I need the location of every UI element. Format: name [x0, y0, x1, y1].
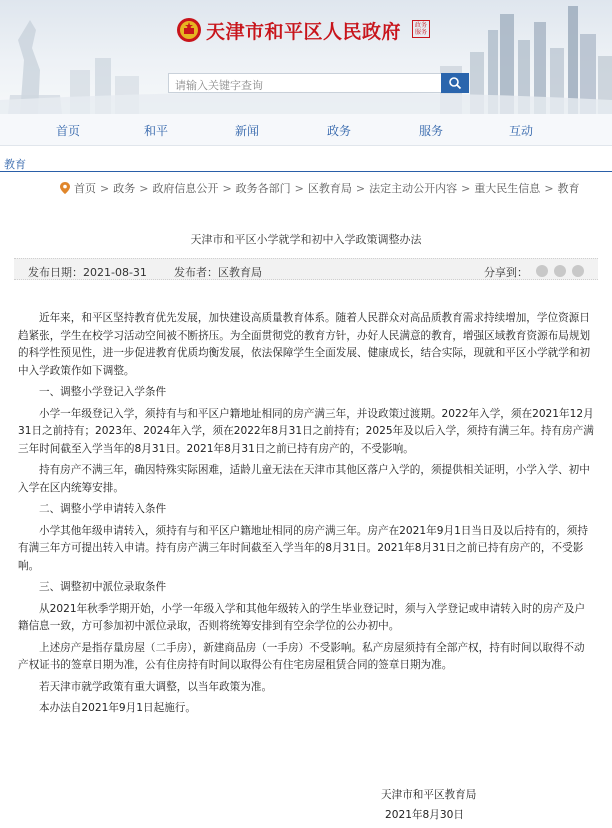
breadcrumb-statutory-content[interactable]: 法定主动公开内容: [369, 182, 458, 195]
nav-item-government[interactable]: 政务: [327, 124, 352, 138]
share-weixin-icon[interactable]: [536, 265, 548, 277]
search-icon: [448, 76, 462, 90]
nav-item-interaction[interactable]: 互动: [509, 124, 534, 138]
breadcrumb: [60, 180, 580, 196]
breadcrumb-home[interactable]: 首页: [74, 182, 96, 195]
breadcrumb-separator: >: [139, 181, 149, 195]
article-paragraph: 若天津市就学政策有重大调整，以当年政策为准。: [39, 680, 273, 693]
article-meta-bar: [14, 258, 598, 280]
section-label[interactable]: 教育: [4, 158, 26, 171]
article-paragraph: 持有房产不满三年，确因特殊实际困难，适龄儿童无法在天津市其他区落户入学的，须提供相关证明，小学入学、初中入学在区内统筹安排。: [18, 464, 590, 494]
article-paragraph: 本办法自2021年9月1日起施行。: [39, 702, 196, 714]
signature-org: 天津市和平区教育局: [381, 789, 477, 801]
breadcrumb-separator: >: [544, 181, 554, 195]
signature-date: 2021年8月30日: [385, 809, 464, 821]
breadcrumb-separator: >: [222, 181, 232, 195]
location-pin-icon: [60, 182, 70, 194]
breadcrumb-education-bureau[interactable]: 区教育局: [307, 182, 352, 195]
article-title: 天津市和平区小学就学和初中入学政策调整办法: [190, 233, 422, 246]
breadcrumb-government[interactable]: 政务: [113, 182, 136, 195]
search-input[interactable]: 请输入关键字查询: [168, 73, 442, 93]
header-banner: [0, 0, 612, 114]
emblem-icon: [176, 17, 202, 43]
breadcrumb-livelihood[interactable]: 重大民生信息: [474, 182, 541, 195]
service-stamp-logo: 政务 服务: [412, 20, 430, 38]
nav-item-news[interactable]: 新闻: [235, 124, 260, 138]
share-label: 分享到：: [484, 266, 528, 279]
breadcrumb-education[interactable]: 教育: [557, 182, 580, 195]
article-paragraph: 上述房产是指存量房屋（二手房），新建商品房（一手房）不受影响。私产房屋须持有全部产权，持有时间以取得不动产权证书的签章日期为准，公有住房持有时间以取得公有住宅房屋租赁合同的签章日期为准。: [18, 641, 585, 671]
section-divider: [0, 171, 612, 172]
article-paragraph: 小学一年级登记入学，须持有与和平区户籍地址相同的房产满三年，并设政策过渡期。2022年入学，须在2021年12月31日之前持有；2023年、2024年入学，须在2022年8月31日之前持有；2025年及以后入学，须持有满三年。持有房产满三年时间截至入学当年的8月31日。2021年8月31日之前已持有房产的，不受影响。: [18, 407, 594, 455]
share-qq-icon[interactable]: [572, 265, 584, 277]
article-heading: 一、调整小学登记入学条件: [39, 386, 167, 398]
article-body: [18, 310, 594, 722]
breadcrumb-departments[interactable]: 政务各部门: [235, 182, 291, 195]
article-heading: 二、调整小学申请转入条件: [39, 503, 167, 515]
article-heading: 三、调整初中派位录取条件: [39, 581, 167, 593]
nav-item-service[interactable]: 服务: [419, 124, 444, 138]
breadcrumb-separator: >: [100, 181, 110, 195]
article-paragraph: 小学其他年级申请转入，须持有与和平区户籍地址相同的房产满三年。房产在2021年9月1日当日及以后持有的，须持有满三年方可提出转入申请。持有房产满三年时间截至入学当年的8月31日。2021年8月31日之前已持有房产的，不受影响。: [18, 524, 588, 572]
publish-date: 发布日期：2021-08-31: [28, 266, 147, 279]
search-button[interactable]: [441, 73, 469, 93]
breadcrumb-separator: >: [461, 181, 471, 195]
breadcrumb-separator: >: [294, 181, 304, 195]
article-paragraph: 从2021年秋季学期开始，小学一年级入学和其他年级转入的学生毕业登记时，须与入学登记或申请转入时的房产及户籍信息一致，方可参加初中派位录取，否则将统筹安排到有空余学位的公办初中。: [18, 602, 586, 632]
article-paragraph: 近年来，和平区坚持教育优先发展，加快建设高质量教育体系。随着人民群众对高品质教育需求持续增加，学位资源日趋紧张，学生在校学习活动空间被不断挤压。为全面贯彻党的教育方针，办好人民满意的教育，增强区域教育资源布局规划的科学性预见性，进一步促进教育优质均衡发展，依法保障学生全面发展、健康成长，结合实际，现就和平区小学就学和初中入学政策作如下调整。: [18, 312, 591, 377]
site-title[interactable]: 天津市和平区人民政府: [206, 21, 402, 43]
breadcrumb-separator: >: [355, 181, 366, 195]
nav-item-home[interactable]: 首页: [56, 124, 81, 138]
publisher: 发布者：区教育局: [174, 266, 262, 279]
nav-item-heping[interactable]: 和平: [144, 124, 169, 138]
main-nav: [0, 114, 612, 146]
share-weibo-icon[interactable]: [554, 265, 566, 277]
breadcrumb-info-disclosure[interactable]: 政府信息公开: [152, 182, 219, 195]
